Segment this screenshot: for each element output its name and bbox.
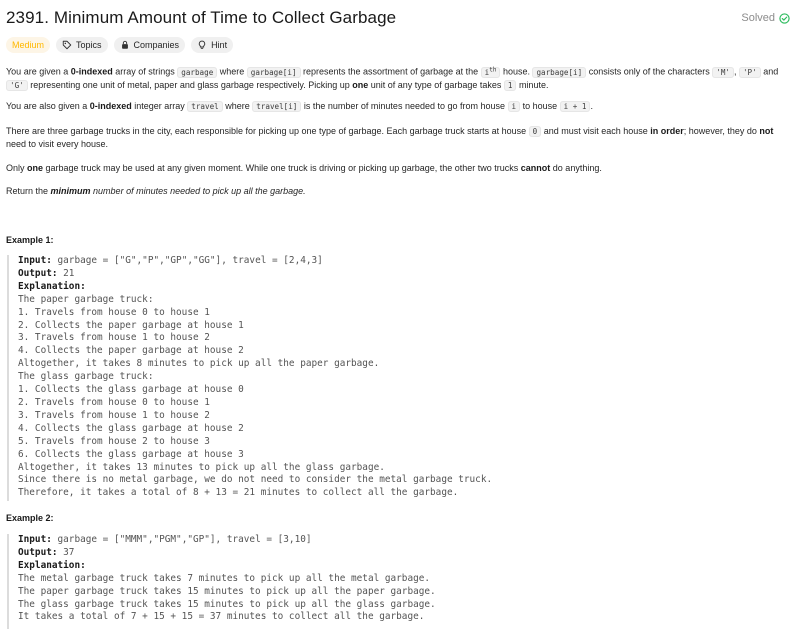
explanation-line: The paper garbage truck: bbox=[18, 293, 154, 305]
hint-button[interactable] bbox=[191, 37, 233, 53]
inline-code: garbage[i] bbox=[247, 67, 301, 78]
solved-label: Solved bbox=[741, 12, 775, 24]
text: You are given a bbox=[6, 66, 71, 77]
text: There are three garbage trucks in the city, each responsible for picking up one type of garbage. Each garbage truck starts at house bbox=[6, 126, 529, 136]
difficulty-badge bbox=[6, 37, 50, 53]
solved-status bbox=[741, 12, 790, 24]
explanation-line: It takes a total of 7 + 15 + 15 = 37 minutes to collect all the garbage. bbox=[18, 611, 425, 623]
text: do anything. bbox=[550, 163, 602, 173]
explanation-line: Since there is no metal garbage, we do not need to consider the metal garbage truck. bbox=[18, 474, 493, 486]
bold-text: 0-indexed bbox=[89, 101, 132, 111]
explanation-line: 4. Collects the glass garbage at house 2 bbox=[18, 422, 244, 434]
example-2-input-line bbox=[18, 534, 797, 547]
example-1-input-line bbox=[18, 255, 797, 268]
text: Only bbox=[6, 163, 28, 173]
input-value: garbage = ["MMM","PGM","GP"], travel = [3,10] bbox=[51, 534, 312, 545]
explanation-line: Altogether, it takes 13 minutes to pick up all the glass garbage. bbox=[18, 461, 385, 473]
inline-code: garbage[i] bbox=[532, 67, 586, 78]
title-row bbox=[6, 6, 790, 30]
text: representing one unit of metal, paper and glass garbage respectively. Picking up bbox=[27, 79, 353, 90]
output-value: 37 bbox=[57, 546, 75, 558]
description-paragraph-3 bbox=[6, 125, 792, 151]
description-paragraph-1 bbox=[6, 63, 792, 92]
inline-code: garbage bbox=[177, 67, 217, 78]
italic-text: number of minutes needed to pick up all the garbage. bbox=[90, 186, 306, 196]
explanation-line: The glass garbage truck: bbox=[18, 371, 154, 383]
text: to house bbox=[520, 101, 560, 111]
topics-label: Topics bbox=[76, 40, 102, 50]
output-label: Output: bbox=[18, 267, 58, 279]
problem-title[interactable]: 2391. Minimum Amount of Time to Collect Garbage bbox=[6, 8, 397, 27]
text: consists only of the characters bbox=[586, 66, 713, 77]
text: ; however, they do bbox=[683, 126, 760, 136]
explanation-line: 1. Travels from house 0 to house 1 bbox=[18, 306, 210, 318]
output-label: Output: bbox=[18, 546, 58, 558]
explanation-line: Therefore, it takes a total of 8 + 13 = 21 minutes to collect all the garbage. bbox=[18, 487, 459, 499]
text: house. bbox=[500, 66, 533, 77]
bold-text: one bbox=[27, 163, 44, 173]
example-2-block bbox=[7, 534, 797, 629]
topics-button[interactable] bbox=[56, 37, 108, 53]
companies-button[interactable] bbox=[114, 37, 186, 53]
output-value: 21 bbox=[57, 267, 75, 279]
text: integer array bbox=[131, 101, 188, 111]
example-2-output-line bbox=[18, 547, 797, 560]
inline-code: travel[i] bbox=[252, 101, 301, 112]
text: , bbox=[733, 66, 739, 77]
bold-text: cannot bbox=[520, 163, 551, 173]
difficulty-label: Medium bbox=[12, 40, 45, 50]
bold-text: not bbox=[759, 126, 774, 136]
bold-text: 0-indexed bbox=[70, 66, 113, 77]
superscript: th bbox=[489, 66, 497, 73]
text: need to visit every house. bbox=[6, 139, 109, 149]
input-value: garbage = ["G","P","GP","GG"], travel = [2,4,3] bbox=[51, 255, 323, 266]
text: garbage truck may be used at any given moment. While one truck is driving or picking up garbage, the other two trucks bbox=[43, 163, 521, 173]
description-paragraph-4 bbox=[6, 162, 792, 175]
explanation-label: Explanation: bbox=[18, 280, 86, 292]
inline-code: 1 bbox=[504, 80, 517, 91]
example-1-title: Example 1: bbox=[6, 235, 54, 245]
explanation-line: 5. Travels from house 2 to house 3 bbox=[18, 435, 210, 447]
inline-code: i bbox=[508, 101, 521, 112]
text: . bbox=[590, 101, 593, 111]
tag-chips bbox=[6, 37, 233, 53]
text: and must visit each house bbox=[541, 126, 651, 136]
text: Return the bbox=[6, 186, 51, 196]
description-paragraph-2 bbox=[6, 100, 792, 113]
bold-text: one bbox=[352, 79, 369, 90]
example-2-title: Example 2: bbox=[6, 513, 54, 523]
bold-text: in order bbox=[650, 126, 684, 136]
input-label: Input: bbox=[18, 534, 52, 545]
inline-code: 'M' bbox=[712, 67, 734, 78]
inline-code: i + 1 bbox=[560, 101, 591, 112]
bold-italic-text: minimum bbox=[50, 186, 91, 196]
text: and bbox=[760, 66, 779, 77]
explanation-line: 3. Travels from house 1 to house 2 bbox=[18, 409, 210, 421]
text: represents the assortment of garbage at the bbox=[300, 66, 481, 77]
inline-code: 'P' bbox=[739, 67, 761, 78]
explanation-line: 1. Collects the glass garbage at house 0 bbox=[18, 384, 244, 396]
explanation-label: Explanation: bbox=[18, 559, 86, 571]
text: where bbox=[222, 101, 253, 111]
explanation-line: 3. Travels from house 1 to house 2 bbox=[18, 332, 210, 344]
lock-icon bbox=[120, 40, 130, 50]
explanation-line: 2. Travels from house 0 to house 1 bbox=[18, 396, 210, 408]
text: is the number of minutes needed to go from house bbox=[301, 101, 508, 111]
example-1-block bbox=[7, 255, 797, 501]
explanation-line: 4. Collects the paper garbage at house 2 bbox=[18, 345, 244, 357]
inline-code bbox=[481, 67, 501, 78]
lightbulb-icon bbox=[197, 40, 207, 50]
explanation-line: The glass garbage truck takes 15 minutes to pick up all the glass garbage. bbox=[18, 598, 436, 610]
explanation-line: The paper garbage truck takes 15 minutes to pick up all the paper garbage. bbox=[18, 585, 436, 597]
example-1-output-line bbox=[18, 268, 797, 281]
inline-code: 0 bbox=[529, 126, 542, 137]
description-paragraph-5 bbox=[6, 185, 792, 198]
explanation-line: 2. Collects the paper garbage at house 1 bbox=[18, 319, 244, 331]
companies-label: Companies bbox=[133, 40, 180, 50]
inline-code: 'G' bbox=[6, 80, 28, 91]
text: unit of any type of garbage takes bbox=[368, 79, 504, 90]
code-text: i bbox=[484, 67, 490, 77]
text: array of strings bbox=[112, 66, 178, 77]
explanation-line: The metal garbage truck takes 7 minutes to pick up all the metal garbage. bbox=[18, 572, 431, 584]
text: You are also given a bbox=[6, 101, 90, 111]
hint-label: Hint bbox=[211, 40, 228, 50]
explanation-line: Altogether, it takes 8 minutes to pick up all the paper garbage. bbox=[18, 358, 380, 370]
input-label: Input: bbox=[18, 255, 52, 266]
check-circle-icon bbox=[779, 13, 790, 24]
inline-code: travel bbox=[187, 101, 222, 112]
text: where bbox=[217, 66, 247, 77]
tag-icon bbox=[62, 40, 72, 50]
text: minute. bbox=[516, 79, 549, 90]
explanation-line: 6. Collects the glass garbage at house 3 bbox=[18, 448, 244, 460]
